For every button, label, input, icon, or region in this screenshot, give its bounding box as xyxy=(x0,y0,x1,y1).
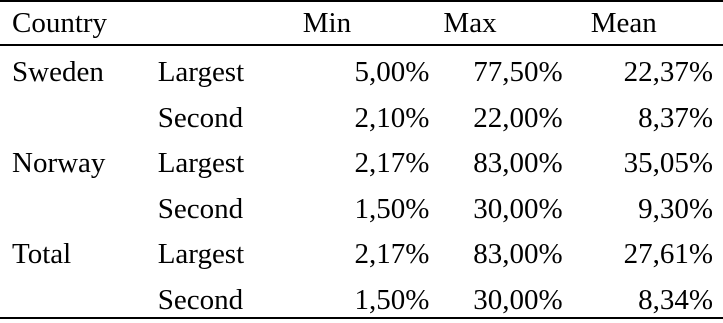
cell-min: 1,50% xyxy=(303,187,430,233)
cell-mean: 27,61% xyxy=(563,232,723,278)
cell-rank: Second xyxy=(158,278,303,323)
cell-max: 77,50% xyxy=(429,44,562,96)
cell-country: Total xyxy=(0,232,158,278)
cell-mean: 35,05% xyxy=(563,141,723,187)
header-min: Min xyxy=(303,0,430,44)
cell-mean: 22,37% xyxy=(563,44,723,96)
header-country: Country xyxy=(0,0,158,44)
cell-country xyxy=(0,278,158,323)
cell-country xyxy=(0,187,158,233)
cell-country: Sweden xyxy=(0,44,158,96)
cell-rank: Largest xyxy=(158,141,303,187)
table-row xyxy=(0,141,723,187)
cell-max: 22,00% xyxy=(429,96,562,142)
table-body xyxy=(0,44,723,323)
cell-min: 2,17% xyxy=(303,232,430,278)
table-row xyxy=(0,96,723,142)
cell-min: 1,50% xyxy=(303,278,430,323)
header-mean: Mean xyxy=(563,0,723,44)
header-max: Max xyxy=(429,0,562,44)
cell-mean: 8,37% xyxy=(563,96,723,142)
table-header xyxy=(0,0,723,44)
header-row xyxy=(0,0,723,44)
cell-rank: Largest xyxy=(158,232,303,278)
cell-mean: 9,30% xyxy=(563,187,723,233)
cell-min: 2,10% xyxy=(303,96,430,142)
cell-country: Norway xyxy=(0,141,158,187)
header-rank xyxy=(158,0,303,44)
cell-rank: Second xyxy=(158,96,303,142)
cell-max: 30,00% xyxy=(429,187,562,233)
table-row xyxy=(0,44,723,96)
cell-rank: Second xyxy=(158,187,303,233)
table-row xyxy=(0,232,723,278)
cell-min: 5,00% xyxy=(303,44,430,96)
cell-min: 2,17% xyxy=(303,141,430,187)
cell-mean: 8,34% xyxy=(563,278,723,323)
cell-max: 83,00% xyxy=(429,232,562,278)
cell-rank: Largest xyxy=(158,44,303,96)
cell-max: 83,00% xyxy=(429,141,562,187)
table-row xyxy=(0,187,723,233)
cell-country xyxy=(0,96,158,142)
table-row xyxy=(0,278,723,323)
cell-max: 30,00% xyxy=(429,278,562,323)
